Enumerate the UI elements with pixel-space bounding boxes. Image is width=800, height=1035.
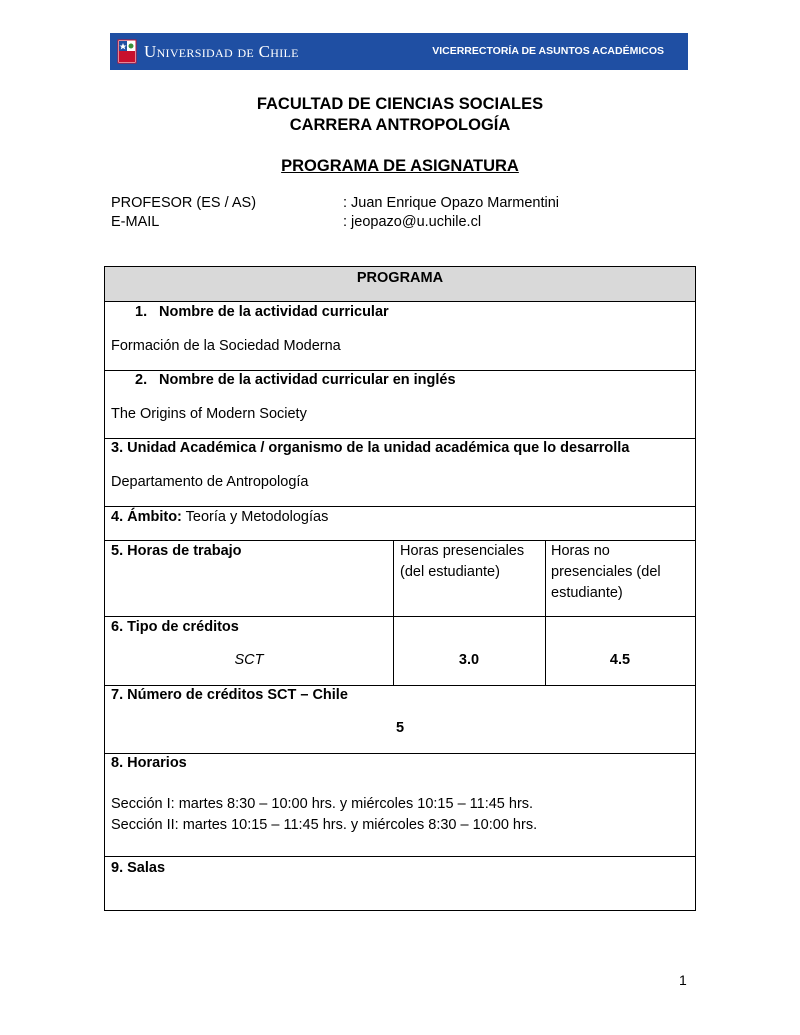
email-label: E-MAIL: [111, 214, 160, 230]
professor-row: [111, 195, 559, 211]
hours-no-presencial-line: estudiante): [551, 585, 623, 601]
office-name: VICERRECTORÍA DE ASUNTOS ACADÉMICOS: [432, 45, 664, 57]
professor-value: : Juan Enrique Opazo Marmentini: [343, 195, 559, 211]
table-divider: [105, 856, 695, 857]
section-8-title: 8. Horarios: [111, 755, 187, 771]
section-4-row: [111, 507, 328, 528]
section-3-title: 3. Unidad Académica / organismo de la unidad académica que lo desarrolla: [111, 440, 630, 456]
schedule-line: Sección II: martes 10:15 – 11:45 hrs. y miércoles 8:30 – 10:00 hrs.: [111, 817, 538, 833]
section-2-value: The Origins of Modern Society: [111, 406, 307, 422]
email-value: : jeopazo@u.uchile.cl: [343, 214, 482, 230]
faculty-title: FACULTAD DE CIENCIAS SOCIALES: [256, 95, 544, 113]
hours-no-presencial-header: [551, 541, 661, 604]
hours-presencial-line: Horas presenciales: [400, 543, 525, 559]
section-7-title: 7. Número de créditos SCT – Chile: [111, 687, 348, 703]
section-1-title: Nombre de la actividad curricular: [159, 304, 389, 320]
university-crest-icon: [116, 37, 138, 66]
schedule-line: Sección I: martes 8:30 – 10:00 hrs. y miércoles 10:15 – 11:45 hrs.: [111, 796, 534, 812]
section-4-value: Teoría y Metodologías: [185, 509, 329, 525]
table-header: PROGRAMA: [356, 270, 444, 286]
hours-presencial-header: [400, 541, 524, 583]
header-banner: [110, 33, 688, 70]
page-number: 1: [679, 972, 687, 988]
section-2-title: Nombre de la actividad curricular en inglés: [159, 372, 456, 388]
section-4-title: 4. Ámbito:: [111, 509, 182, 525]
professor-label: PROFESOR (ES / AS): [111, 195, 257, 211]
section-7-value: 5: [395, 720, 405, 736]
hours-presencial-line: (del estudiante): [400, 564, 500, 580]
hours-no-presencial-line: presenciales (del: [551, 564, 661, 580]
hours-no-presencial-value: 4.5: [609, 652, 631, 668]
career-title: CARRERA ANTROPOLOGÍA: [289, 116, 511, 134]
section-5-title: 5. Horas de trabajo: [111, 543, 242, 559]
section-6-title: 6. Tipo de créditos: [111, 619, 239, 635]
table-divider: [105, 753, 695, 754]
section-2-number: 2.: [135, 372, 148, 388]
email-row: [111, 214, 481, 230]
section-3-value: Departamento de Antropología: [111, 474, 309, 490]
university-name: Universidad de Chile: [144, 42, 299, 61]
program-table: [104, 266, 696, 911]
hours-no-presencial-line: Horas no: [551, 543, 610, 559]
program-title: PROGRAMA DE ASIGNATURA: [281, 157, 519, 175]
hours-presencial-value: 3.0: [458, 652, 480, 668]
section-9-title: 9. Salas: [111, 860, 166, 876]
section-1-value: Formación de la Sociedad Moderna: [111, 338, 341, 354]
section-1-number: 1.: [135, 304, 148, 320]
credit-type: SCT: [234, 652, 264, 668]
